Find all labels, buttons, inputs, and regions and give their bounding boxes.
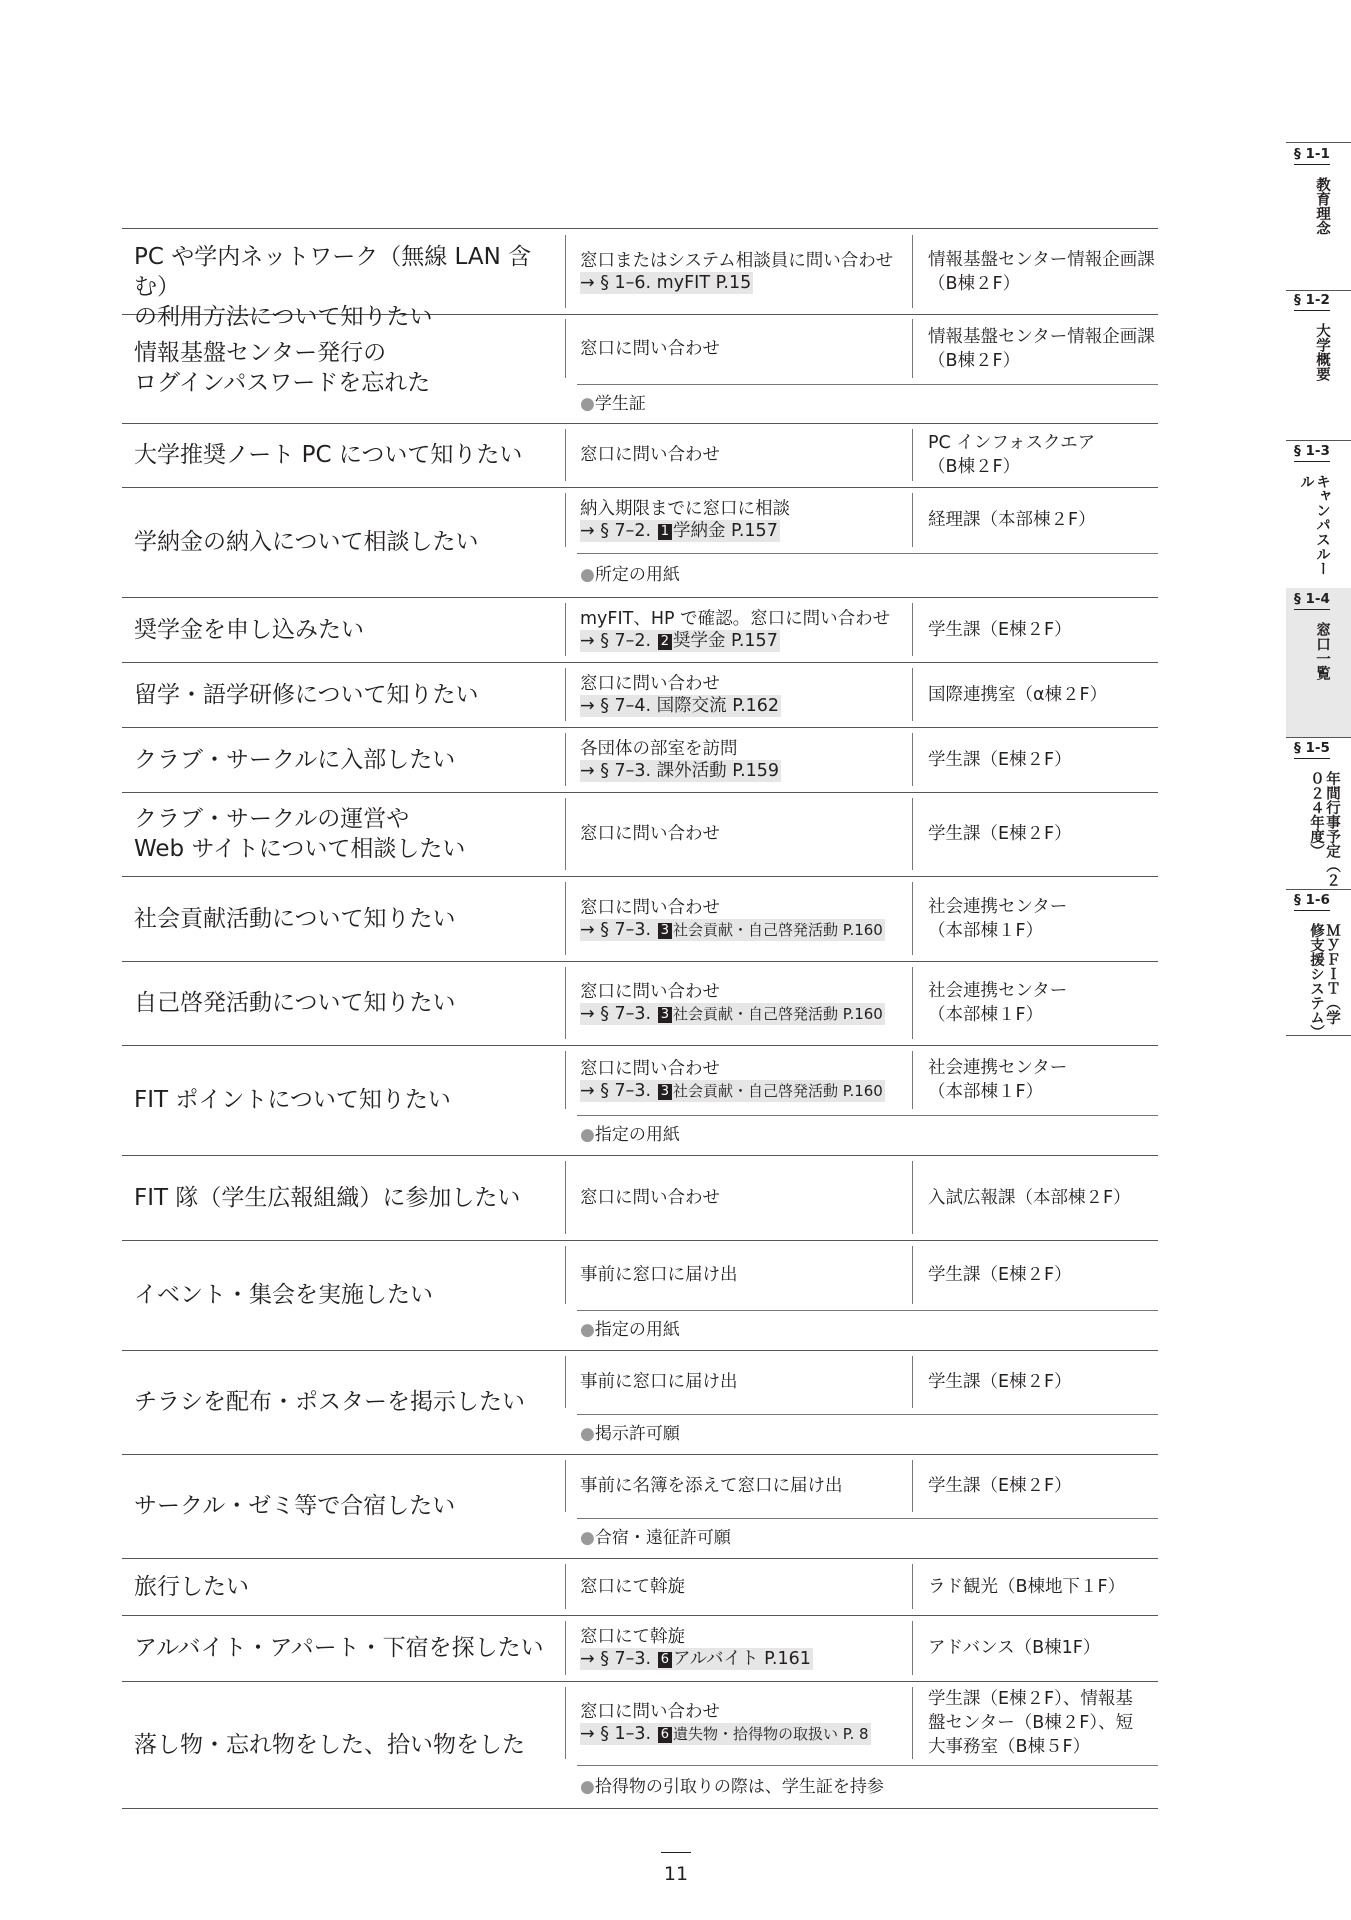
reference-line — [580, 1723, 910, 1745]
column-divider — [565, 429, 566, 481]
reference-topic: アルバイト P.161 — [672, 1649, 811, 1669]
department-text: 入試広報課（本部棟２F） — [928, 1188, 1131, 1208]
table-row — [122, 228, 1158, 330]
column-divider — [912, 493, 913, 547]
question-cell — [134, 904, 564, 934]
action-text: myFIT、HP で確認。窓口に問い合わせ — [580, 609, 891, 629]
required-item-note — [580, 1527, 731, 1549]
department-text: （B棟２F） — [928, 274, 1021, 294]
required-item-note — [580, 1423, 680, 1445]
column-divider — [565, 319, 566, 378]
table-row — [122, 727, 1158, 793]
tab-label-line: 窓口一覧 — [1314, 622, 1330, 680]
action-cell — [580, 1576, 910, 1598]
column-divider — [565, 798, 566, 870]
table-row — [122, 487, 1158, 598]
reference-section: → § 7–3. — [580, 1649, 657, 1669]
department-cell — [928, 1186, 1158, 1210]
column-divider — [565, 1687, 566, 1759]
reference-topic: 学納金 P.157 — [672, 521, 778, 541]
department-cell — [928, 618, 1158, 642]
column-divider — [912, 668, 913, 721]
department-cell — [928, 325, 1158, 373]
question-cell — [134, 1183, 564, 1213]
section-tab-1[interactable] — [1286, 142, 1351, 291]
reference-line — [580, 272, 910, 294]
bullet-icon: ● — [580, 1424, 595, 1444]
action-text: 窓口に問い合わせ — [580, 824, 720, 844]
reference-topic: 社会貢献・自己啓発活動 P.160 — [672, 1082, 883, 1100]
department-text: ラド観光（B棟地下１F） — [928, 1577, 1126, 1597]
tab-section-number: § 1-1 — [1294, 146, 1330, 165]
action-text: 窓口またはシステム相談員に問い合わせ — [580, 251, 894, 271]
question-cell — [134, 1387, 564, 1417]
department-cell — [928, 895, 1158, 943]
question-cell — [134, 1633, 564, 1663]
question-line: 旅行したい — [134, 1574, 249, 1600]
action-cell — [580, 608, 910, 652]
department-text: 学生課（E棟２F） — [928, 824, 1072, 844]
column-divider — [565, 1356, 566, 1408]
note-divider — [577, 1115, 1158, 1116]
note-text: 掲示許可願 — [594, 1424, 680, 1444]
question-line: 社会貢献活動について知りたい — [134, 906, 456, 932]
action-text: 窓口に問い合わせ — [580, 898, 720, 918]
question-cell — [134, 804, 564, 864]
section-tab-5[interactable] — [1286, 737, 1351, 890]
section-tab-6[interactable] — [1286, 889, 1351, 1039]
question-cell — [134, 680, 564, 710]
question-cell — [134, 440, 564, 470]
question-line: クラブ・サークルに入部したい — [134, 747, 456, 773]
department-cell — [928, 1636, 1158, 1660]
reference-link[interactable] — [580, 1723, 871, 1745]
bullet-icon: ● — [580, 1320, 595, 1340]
column-divider — [912, 319, 913, 378]
action-text: 窓口にて斡旋 — [580, 1577, 685, 1597]
action-text: 各団体の部室を訪問 — [580, 739, 738, 759]
column-divider — [912, 882, 913, 955]
reference-section: → § 7–2. — [580, 521, 657, 541]
department-cell — [928, 1056, 1158, 1104]
department-text: 社会連携センター — [928, 981, 1068, 1001]
tab-label-line: （２０２４年度） — [1308, 771, 1340, 887]
action-text: 窓口に問い合わせ — [580, 445, 720, 465]
department-text: 社会連携センター — [928, 897, 1068, 917]
column-divider — [565, 1161, 566, 1234]
section-tab-3[interactable] — [1286, 440, 1351, 589]
question-line: クラブ・サークルの運営や — [134, 806, 410, 832]
action-cell — [580, 1475, 910, 1497]
action-text: 窓口に問い合わせ — [580, 1188, 720, 1208]
tab-section-number: § 1-2 — [1294, 292, 1330, 311]
department-text: 大事務室（B棟５F） — [928, 1737, 1091, 1757]
reference-line — [580, 1648, 910, 1670]
department-cell — [928, 1370, 1158, 1394]
department-cell — [928, 748, 1158, 772]
column-divider — [565, 603, 566, 656]
question-cell — [134, 1572, 564, 1602]
bullet-icon: ● — [580, 565, 595, 585]
column-divider — [565, 882, 566, 955]
table-row — [122, 1350, 1158, 1455]
column-divider — [912, 1246, 913, 1304]
reference-section: → § 1–3. — [580, 1724, 657, 1744]
table-row — [122, 662, 1158, 728]
tab-section-number: § 1-6 — [1294, 892, 1330, 911]
question-line: Web サイトについて相談したい — [134, 836, 466, 862]
question-cell — [134, 745, 564, 775]
column-divider — [912, 1356, 913, 1408]
action-cell — [580, 1058, 910, 1102]
reference-section: → § 7–2. — [580, 631, 657, 651]
action-text: 窓口に問い合わせ — [580, 339, 720, 359]
reference-link[interactable] — [580, 1080, 885, 1102]
column-divider — [912, 733, 913, 786]
page-number: 11 — [661, 1852, 691, 1885]
question-line: サークル・ゼミ等で合宿したい — [134, 1493, 456, 1519]
question-cell — [134, 527, 564, 557]
reference-topic: 社会貢献・自己啓発活動 P.160 — [672, 921, 883, 939]
table-row — [122, 597, 1158, 663]
department-cell — [928, 431, 1158, 479]
table-row — [122, 792, 1158, 877]
reference-section: → § 7–3. — [580, 1081, 657, 1101]
tab-label — [1306, 323, 1330, 381]
reference-topic: 奨学金 P.157 — [672, 631, 778, 651]
question-line: FIT 隊（学生広報組織）に参加したい — [134, 1185, 521, 1211]
question-line: 学納金の納入について相談したい — [134, 529, 479, 555]
table-row — [122, 423, 1158, 488]
column-divider — [912, 429, 913, 481]
required-item-note — [580, 564, 680, 586]
table-row — [122, 1615, 1158, 1682]
column-divider — [565, 1564, 566, 1609]
number-badge: 3 — [658, 1084, 672, 1100]
action-text: 窓口にて斡旋 — [580, 1627, 685, 1647]
note-divider — [577, 553, 1158, 554]
action-text: 事前に窓口に届け出 — [580, 1372, 738, 1392]
section-tab-2[interactable] — [1286, 289, 1351, 441]
reference-line — [580, 520, 910, 542]
column-divider — [912, 798, 913, 870]
column-divider — [565, 733, 566, 786]
reference-section: → § 7–3. — [580, 1004, 657, 1024]
reference-line — [580, 1080, 910, 1102]
question-line: PC や学内ネットワーク（無線 LAN 含む） — [134, 244, 532, 300]
department-text: （本部棟１F） — [928, 1005, 1044, 1025]
tab-section-number: § 1-5 — [1294, 740, 1330, 759]
action-cell — [580, 1187, 910, 1209]
department-cell — [928, 1687, 1158, 1759]
question-line: の利用方法について知りたい — [134, 304, 433, 330]
department-cell — [928, 508, 1158, 532]
reference-line — [580, 630, 910, 652]
note-text: 指定の用紙 — [594, 1320, 680, 1340]
note-divider — [577, 1414, 1158, 1415]
question-cell — [134, 615, 564, 645]
action-cell — [580, 1701, 910, 1745]
department-cell — [928, 248, 1158, 296]
reference-topic: 遺失物・拾得物の取扱い P. 8 — [672, 1725, 869, 1743]
question-cell — [134, 338, 564, 398]
action-cell — [580, 444, 910, 466]
reference-link[interactable] — [580, 272, 753, 294]
table-row — [122, 1155, 1158, 1241]
action-cell — [580, 738, 910, 782]
table-row — [122, 313, 1158, 424]
question-cell — [134, 1491, 564, 1521]
question-line: 留学・語学研修について知りたい — [134, 682, 479, 708]
question-line: 大学推奨ノート PC について知りたい — [134, 442, 523, 468]
reference-link[interactable] — [580, 760, 781, 782]
question-line: 自己啓発活動について知りたい — [134, 990, 456, 1016]
action-text: 事前に名簿を添えて窓口に届け出 — [580, 1476, 843, 1496]
column-divider — [565, 1621, 566, 1675]
column-divider — [565, 1460, 566, 1512]
number-badge: 1 — [658, 524, 672, 540]
department-text: （本部棟１F） — [928, 921, 1044, 941]
tab-label — [1296, 771, 1340, 889]
question-line: FIT ポイントについて知りたい — [134, 1087, 451, 1113]
reference-line — [580, 695, 910, 717]
required-item-note — [580, 1319, 680, 1341]
department-text: 学生課（E棟２F） — [928, 620, 1072, 640]
reference-section: → § 7–3. — [580, 920, 657, 940]
question-line: アルバイト・アパート・下宿を探したい — [134, 1635, 544, 1661]
tab-label — [1306, 177, 1330, 235]
reference-link[interactable] — [580, 520, 780, 542]
department-text: 学生課（E棟２F） — [928, 1372, 1072, 1392]
number-badge: 6 — [658, 1727, 672, 1743]
note-text: 学生証 — [594, 394, 646, 414]
action-cell — [580, 673, 910, 717]
tab-label-line: 年間行事予定 — [1324, 771, 1340, 858]
table-row — [122, 1045, 1158, 1156]
action-text: 事前に窓口に届け出 — [580, 1265, 738, 1285]
note-text: 指定の用紙 — [594, 1125, 680, 1145]
department-cell — [928, 979, 1158, 1027]
department-text: （B棟２F） — [928, 351, 1021, 371]
tab-label-line: 教育理念 — [1314, 177, 1330, 235]
column-divider — [912, 1687, 913, 1759]
note-text: 所定の用紙 — [594, 565, 680, 585]
table-row — [122, 961, 1158, 1046]
department-cell — [928, 1263, 1158, 1287]
department-text: 学生課（E棟２F） — [928, 750, 1072, 770]
required-item-note — [580, 393, 646, 415]
tab-label-line: ＭｙＦＩＴ — [1324, 923, 1340, 996]
number-badge: 3 — [658, 923, 672, 939]
department-text: アドバンス（B棟1F） — [928, 1638, 1101, 1658]
department-text: 情報基盤センター情報企画課 — [928, 250, 1155, 270]
tab-label — [1298, 474, 1330, 588]
column-divider — [565, 967, 566, 1039]
tab-label — [1306, 622, 1330, 680]
tab-section-number: § 1-3 — [1294, 443, 1330, 462]
question-cell — [134, 1730, 564, 1760]
number-badge: 3 — [658, 1007, 672, 1023]
action-cell — [580, 250, 910, 294]
action-cell — [580, 498, 910, 542]
tab-label — [1296, 923, 1340, 1039]
column-divider — [912, 235, 913, 308]
department-text: 学生課（E棟２F）、情報基 — [928, 1689, 1133, 1709]
table-row — [122, 876, 1158, 962]
table-row — [122, 1454, 1158, 1559]
tab-label-line: キャンパスルール — [1298, 474, 1330, 576]
action-cell — [580, 1371, 910, 1393]
note-text: 合宿・遠征許可願 — [594, 1528, 731, 1548]
question-line: 落し物・忘れ物をした、拾い物をした — [134, 1732, 525, 1758]
action-text: 窓口に問い合わせ — [580, 982, 720, 1002]
action-text: 窓口に問い合わせ — [580, 1702, 720, 1722]
department-text: 国際連携室（α棟２F） — [928, 685, 1108, 705]
action-cell — [580, 1626, 910, 1670]
tab-label-line: 大学概要 — [1314, 323, 1330, 381]
column-divider — [912, 1051, 913, 1109]
question-cell — [134, 988, 564, 1018]
required-item-note — [580, 1776, 884, 1798]
action-cell — [580, 338, 910, 360]
action-cell — [580, 981, 910, 1025]
table-row — [122, 1681, 1158, 1809]
reference-link[interactable] — [580, 1003, 885, 1025]
column-divider — [912, 603, 913, 656]
question-line: 奨学金を申し込みたい — [134, 617, 364, 643]
department-cell — [928, 683, 1158, 707]
bullet-icon: ● — [580, 1125, 595, 1145]
action-text: 納入期限までに窓口に相談 — [580, 499, 790, 519]
number-badge: 2 — [658, 634, 672, 650]
department-text: 学生課（E棟２F） — [928, 1265, 1072, 1285]
action-cell — [580, 897, 910, 941]
question-line: 情報基盤センター発行の — [134, 340, 387, 366]
reference-topic: 社会貢献・自己啓発活動 P.160 — [672, 1005, 883, 1023]
note-divider — [577, 1765, 1158, 1766]
action-text: 窓口に問い合わせ — [580, 674, 720, 694]
department-text: 盤センター（B棟２F）、短 — [928, 1713, 1134, 1733]
reference-link[interactable] — [580, 1648, 813, 1670]
reference-line — [580, 760, 910, 782]
department-text: 学生課（E棟２F） — [928, 1476, 1072, 1496]
department-text: （B棟２F） — [928, 457, 1021, 477]
note-text: 拾得物の引取りの際は、学生証を持参 — [594, 1777, 884, 1797]
column-divider — [912, 1564, 913, 1609]
column-divider — [565, 668, 566, 721]
question-line: ログインパスワードを忘れた — [134, 370, 431, 396]
reference-link[interactable] — [580, 695, 781, 717]
question-line: イベント・集会を実施したい — [134, 1282, 433, 1308]
department-text: 経理課（本部棟２F） — [928, 510, 1096, 530]
column-divider — [912, 1460, 913, 1512]
tab-label-line: （学修支援システム） — [1308, 923, 1340, 1039]
section-tab-4[interactable] — [1286, 588, 1351, 738]
table-row — [122, 1558, 1158, 1616]
number-badge: 6 — [658, 1652, 672, 1668]
bullet-icon: ● — [580, 394, 595, 414]
department-cell — [928, 1575, 1158, 1599]
table-row — [122, 1240, 1158, 1351]
department-text: PC インフォスクエア — [928, 433, 1096, 453]
department-cell — [928, 1474, 1158, 1498]
reference-link[interactable] — [580, 919, 885, 941]
required-item-note — [580, 1124, 680, 1146]
reference-line — [580, 919, 910, 941]
reference-link[interactable] — [580, 630, 780, 652]
column-divider — [912, 1161, 913, 1234]
reference-section: → § 7–4. 国際交流 P.162 — [580, 696, 780, 716]
column-divider — [565, 235, 566, 308]
reference-line — [580, 1003, 910, 1025]
column-divider — [912, 1621, 913, 1675]
question-line: チラシを配布・ポスターを掲示したい — [134, 1389, 525, 1415]
department-cell — [928, 822, 1158, 846]
column-divider — [565, 493, 566, 547]
reference-section: → § 1–6. myFIT P.15 — [580, 273, 752, 293]
column-divider — [565, 1051, 566, 1109]
bullet-icon: ● — [580, 1777, 595, 1797]
department-text: 情報基盤センター情報企画課 — [928, 327, 1155, 347]
action-cell — [580, 1264, 910, 1286]
tab-section-number: § 1-4 — [1294, 591, 1330, 610]
question-cell — [134, 1085, 564, 1115]
reference-section: → § 7–3. 課外活動 P.159 — [580, 761, 780, 781]
column-divider — [912, 967, 913, 1039]
department-text: （本部棟１F） — [928, 1082, 1044, 1102]
action-text: 窓口に問い合わせ — [580, 1059, 720, 1079]
action-cell — [580, 823, 910, 845]
column-divider — [565, 1246, 566, 1304]
question-cell — [134, 1280, 564, 1310]
note-divider — [577, 384, 1158, 385]
department-text: 社会連携センター — [928, 1058, 1068, 1078]
note-divider — [577, 1310, 1158, 1311]
bullet-icon: ● — [580, 1528, 595, 1548]
note-divider — [577, 1518, 1158, 1519]
